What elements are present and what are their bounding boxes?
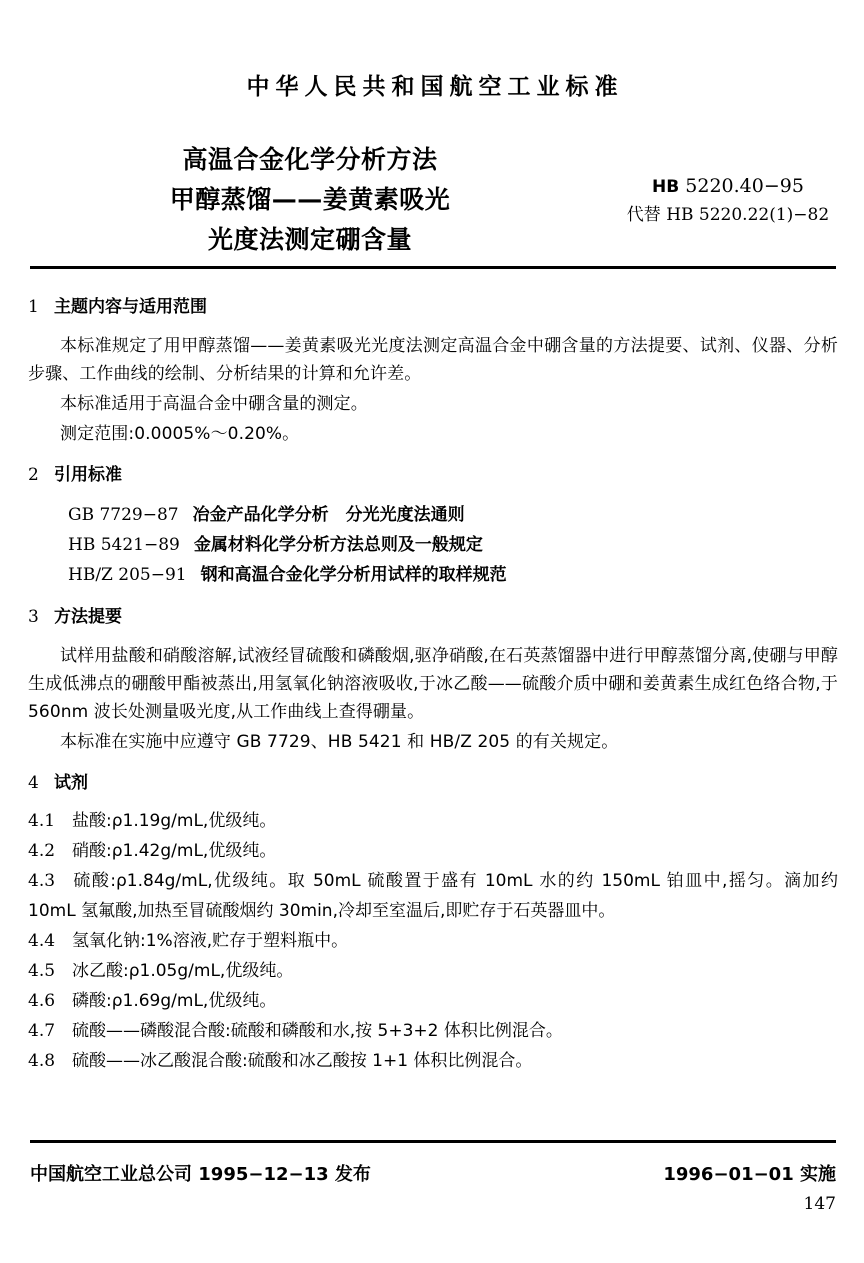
standard-number: [590, 172, 864, 201]
reagent-text: 硫酸——冰乙酸混合酸:硫酸和冰乙酸按 1+1 体积比例混合。: [72, 1051, 533, 1071]
reagent-text: 硫酸:ρ1.84g/mL,优级纯。取 50mL 硫酸置于盛有 10mL 水的约 150mL 铂皿中,摇匀。滴加约 10mL 氢氟酸,加热至冒硫酸烟约 30min,冷却至室温后,即贮存于石英器皿中。: [28, 871, 838, 921]
reagent-text: 硫酸——磷酸混合酸:硫酸和磷酸和水,按 5+3+2 体积比例混合。: [72, 1021, 563, 1041]
section-3-paragraph-2: 本标准在实施中应遵守 GB 7729、HB 5421 和 HB/Z 205 的有关规定。: [60, 732, 619, 752]
title-line-3: 光度法测定硼含量: [207, 225, 412, 254]
reagent-number: 4.3: [28, 871, 56, 891]
reference-item: [68, 560, 838, 590]
issuing-body-heading: 中华人民共和国航空工业标准: [246, 74, 624, 100]
standard-replaces: 代替 HB 5220.22(1)−82: [626, 205, 830, 225]
section-number-1: 1: [28, 297, 39, 317]
section-title-3: 方法提要: [54, 607, 122, 627]
section-heading-1: [28, 296, 838, 318]
title-line-2: 甲醇蒸馏——姜黄素吸光: [169, 185, 451, 214]
reagent-item: [28, 866, 838, 926]
reagent-text: 磷酸:ρ1.69g/mL,优级纯。: [72, 991, 277, 1011]
spacer: [28, 590, 838, 606]
reagent-item: [28, 1016, 838, 1046]
section-3-paragraph-1: 试样用盐酸和硝酸溶解,试液经冒硫酸和磷酸烟,驱净硝酸,在石英蒸馏器中进行甲醇蒸馏分离,使硼与甲醇生成低沸点的硼酸甲酯被蒸出,用氢氧化钠溶液吸收,于冰乙酸——硫酸介质中硼和姜黄素生成红色络合物,于 560nm 波长处测量吸光度,从工作曲线上查得硼量。: [28, 646, 838, 722]
page-number: 147: [803, 1194, 836, 1214]
reagent-number: 4.6: [28, 991, 56, 1011]
reagent-number: 4.2: [28, 841, 56, 861]
title-line-1: 高温合金化学分析方法: [182, 145, 438, 174]
section-heading-4: [28, 772, 838, 794]
reference-name: 冶金产品化学分析 分光光度法通则: [192, 505, 465, 525]
document-body: [28, 296, 838, 1076]
reagent-item: [28, 806, 838, 836]
reagent-number: 4.1: [28, 811, 56, 831]
section-title-4: 试剂: [54, 773, 88, 793]
section-title-1: 主题内容与适用范围: [54, 297, 207, 317]
reagent-text: 盐酸:ρ1.19g/mL,优级纯。: [72, 811, 277, 831]
reagent-number: 4.7: [28, 1021, 56, 1041]
reference-code: GB 7729−87: [68, 505, 179, 525]
reference-name: 金属材料化学分析方法总则及一般规定: [193, 535, 483, 555]
reagent-item: [28, 956, 838, 986]
reference-item: [68, 500, 838, 530]
reagent-text: 硝酸:ρ1.42g/mL,优级纯。: [72, 841, 277, 861]
section-1-paragraph-3: 测定范围:0.0005%～0.20%。: [60, 424, 300, 444]
section-1-paragraph-1: 本标准规定了用甲醇蒸馏——姜黄素吸光光度法测定高温合金中硼含量的方法提要、试剂、仪器、分析步骤、工作曲线的绘制、分析结果的计算和允许差。: [28, 336, 838, 384]
reference-code: HB 5421−89: [68, 535, 180, 555]
reagent-item: [28, 926, 838, 956]
reagent-item: [28, 986, 838, 1016]
reference-name: 钢和高温合金化学分析用试样的取样规范: [200, 565, 507, 585]
reagent-number: 4.4: [28, 931, 56, 951]
title-block: [30, 140, 836, 260]
reagent-number: 4.8: [28, 1051, 56, 1071]
standard-number-value: 5220.40−95: [685, 175, 804, 197]
document-title: [30, 140, 590, 260]
header-divider-rule: [30, 266, 836, 269]
reagent-text: 氢氧化钠:1%溶液,贮存于塑料瓶中。: [72, 931, 349, 951]
reference-item: [68, 530, 838, 560]
section-number-3: 3: [28, 607, 39, 627]
section-title-2: 引用标准: [54, 465, 122, 485]
reference-code: HB/Z 205−91: [68, 565, 187, 585]
standard-prefix: HB: [652, 177, 680, 197]
section-heading-2: [28, 464, 838, 486]
section-1-paragraph-2: 本标准适用于高温合金中硼含量的测定。: [60, 394, 368, 414]
section-number-4: 4: [28, 773, 39, 793]
standard-number-block: [590, 172, 864, 229]
reagent-number: 4.5: [28, 961, 56, 981]
section-number-2: 2: [28, 465, 39, 485]
reagent-text: 冰乙酸:ρ1.05g/mL,优级纯。: [72, 961, 294, 981]
footer-divider-rule: [30, 1140, 836, 1143]
section-heading-3: [28, 606, 838, 628]
reagent-item: [28, 836, 838, 866]
footer-issued-by: 中国航空工业总公司 1995−12−13 发布: [30, 1164, 371, 1185]
reagent-item: [28, 1046, 838, 1076]
page-footer: [30, 1162, 836, 1222]
footer-effective-date: 1996−01−01 实施: [663, 1164, 836, 1185]
